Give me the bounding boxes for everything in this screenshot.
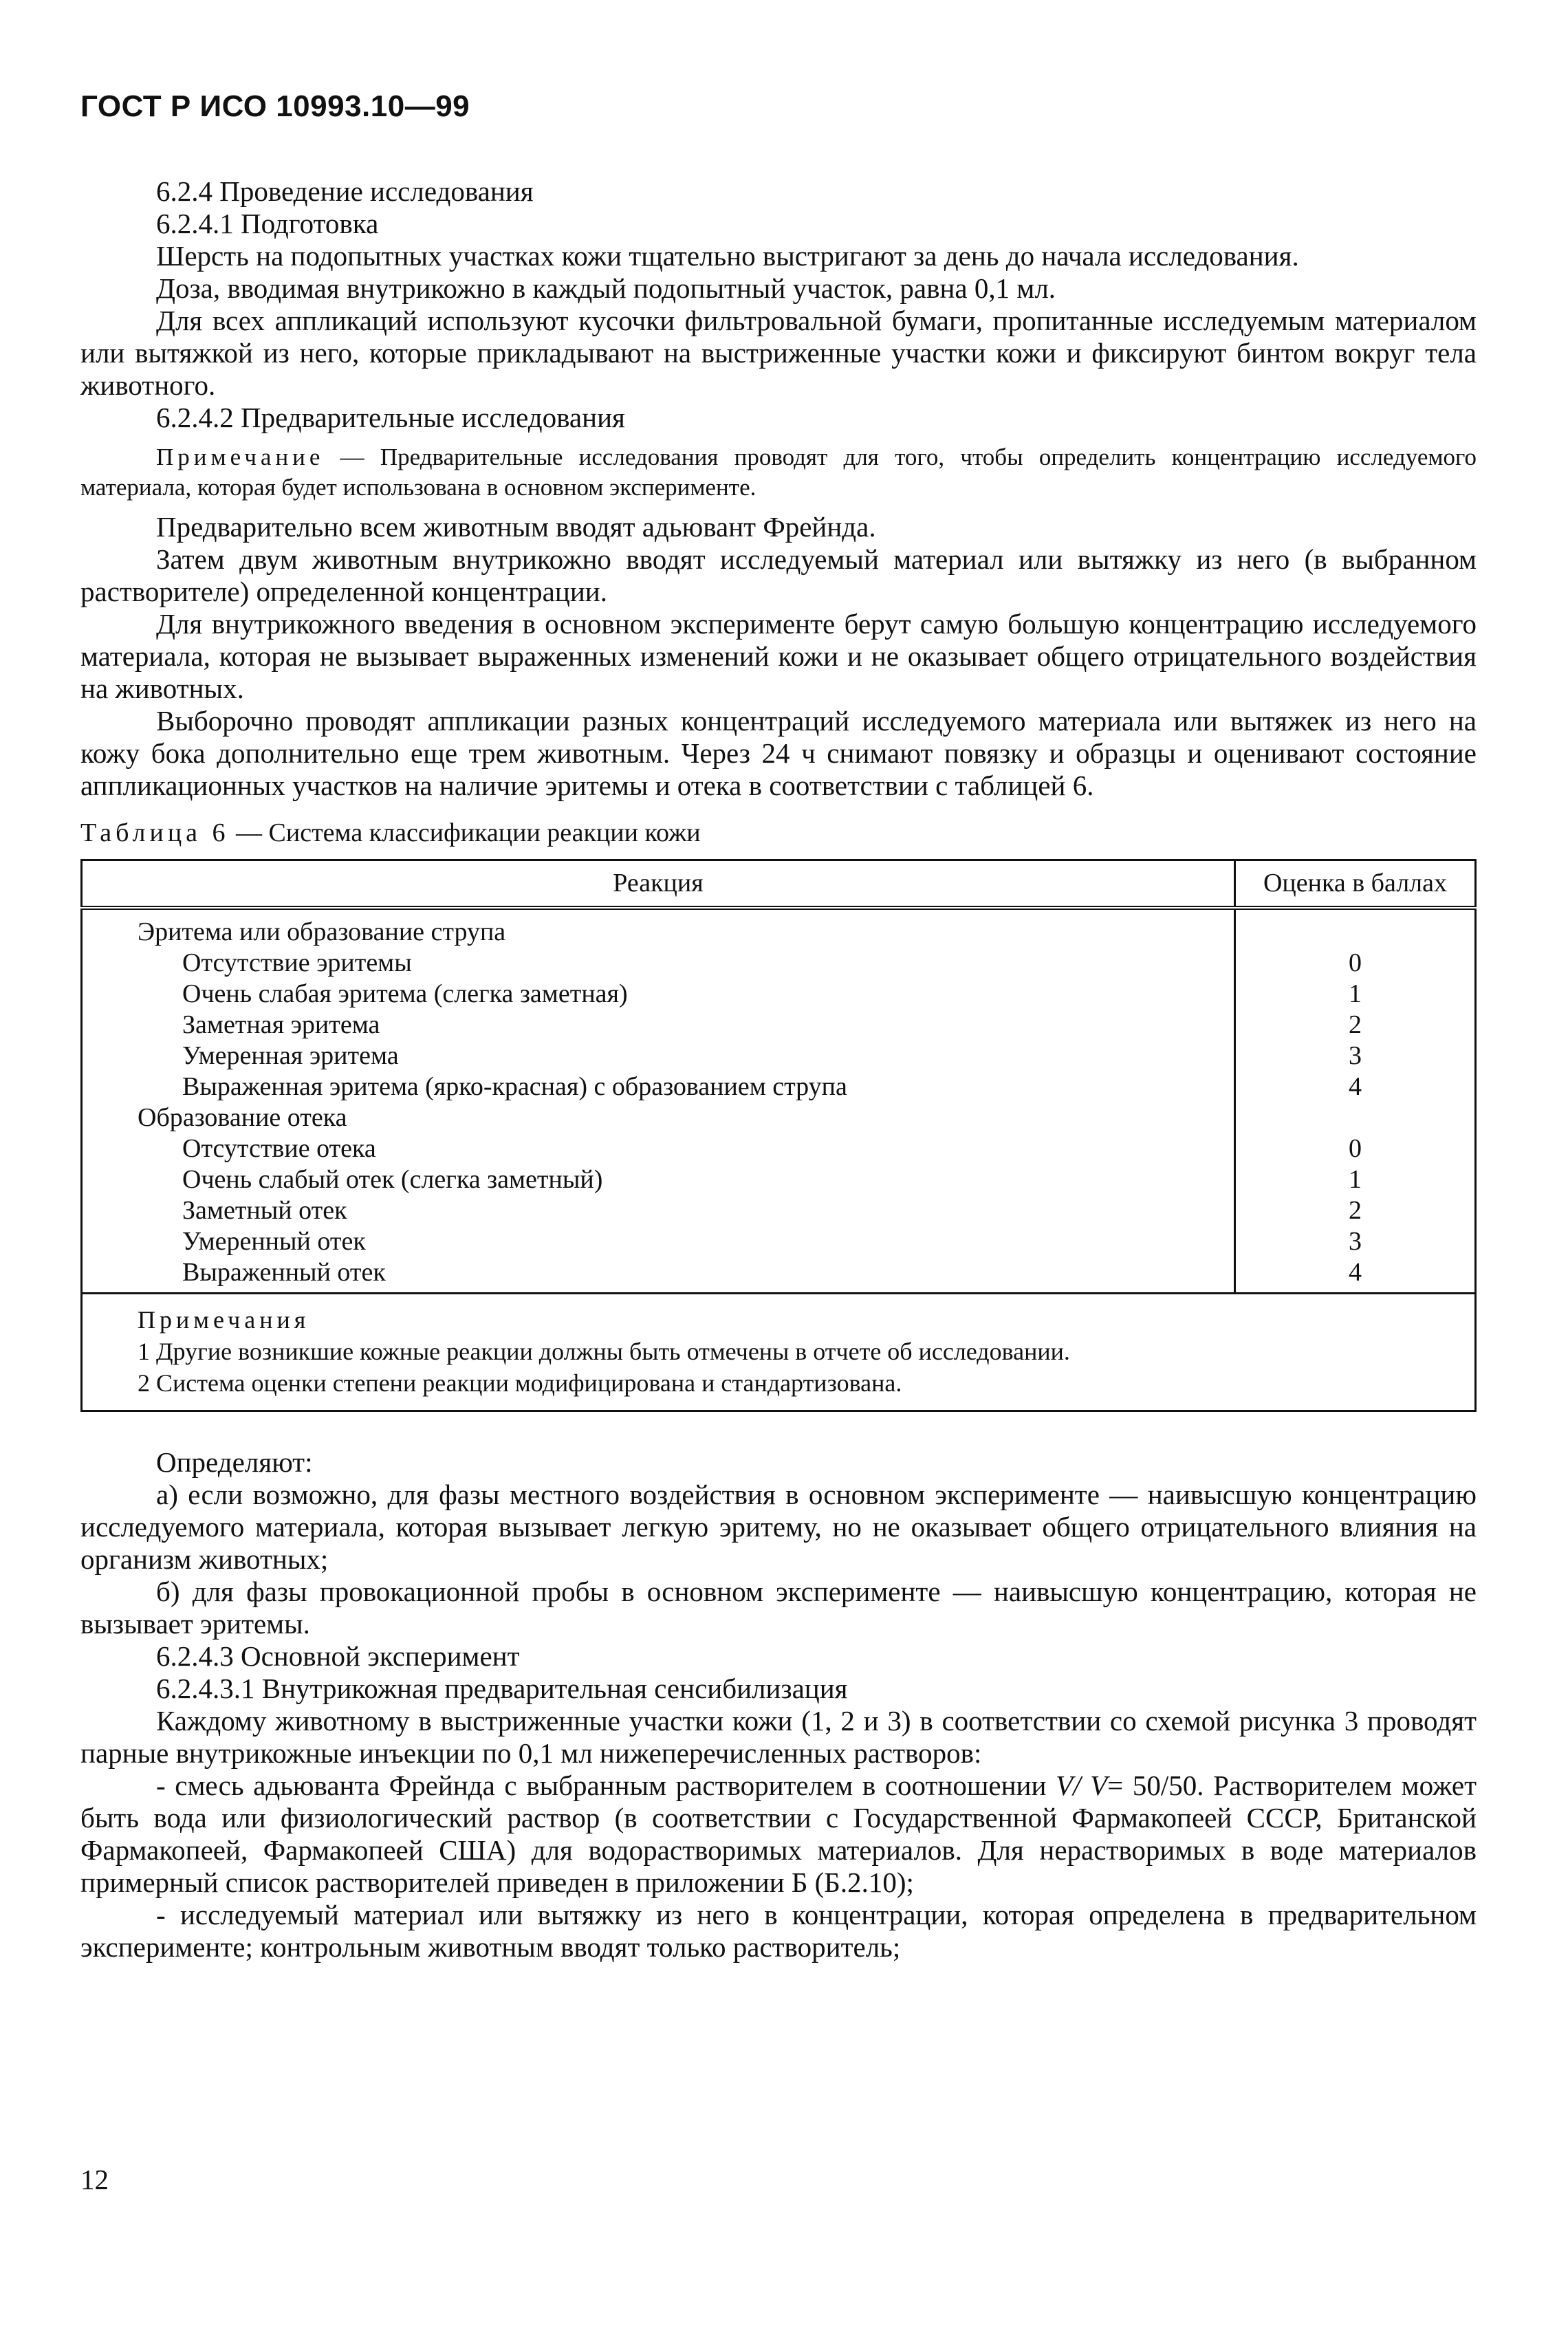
score-column [1235,908,1476,1294]
ratio-symbol: V/ V [1056,1770,1108,1801]
table-notes [82,1294,1476,1411]
reaction-column [82,908,1235,1294]
section-heading: 6.2.4.3 Основной эксперимент [156,1640,520,1672]
score-value: 2 [1349,1196,1362,1225]
table-note: 2 Система оценки степени реакции модифицирована и стандартизована. [138,1369,902,1397]
paragraph: Определяют: [156,1446,313,1478]
paragraph: Предварительно всем животным вводят адьювант Фрейнда. [156,511,876,543]
document-header: ГОСТ Р ИСО 10993.10—99 [80,89,470,123]
note [80,442,1477,503]
score-value: 2 [1349,1010,1362,1039]
page-number: 12 [80,2164,109,2195]
score-value: 4 [1349,1258,1362,1287]
score-value: 3 [1349,1041,1362,1070]
notes-title: Примечания [138,1306,310,1334]
paragraph-part: - смесь адьюванта Фрейнда с выбранным растворителем в соотношении [156,1770,1056,1801]
table-notes-row [82,1294,1476,1411]
reaction-item: Эритема или образование струпа [138,917,506,946]
paragraph [80,1770,1477,1899]
section-heading: 6.2.4.1 Подготовка [156,208,379,239]
note-label: Примечание [156,444,325,470]
table-body-row [82,908,1476,1294]
section-heading: 6.2.4.2 Предварительные исследования [156,402,625,433]
reaction-item: Отсутствие отека [182,1134,376,1163]
paragraph: Для внутрикожного введения в основном эксперименте берут самую большую концентрацию исследуемого материала, которая не вызывает выраженных изменений кожи и не оказывает общего отрицательного воздействия на животных. [80,608,1477,704]
score-value: 3 [1349,1227,1362,1256]
skin-reaction-table [80,859,1477,1412]
paragraph: Каждому животному в выстриженные участки кожи (1, 2 и 3) в соответствии со схемой рисунка 3 проводят парные внутрикожные инъекции по 0,1 мл нижеперечисленных растворов: [80,1705,1477,1769]
score-value: 0 [1349,1134,1362,1163]
score-value [1236,917,1474,948]
paragraph: Выборочно проводят аппликации разных концентраций исследуемого материала или вытяжек из него на кожу бока дополнительно еще трем животным. Через 24 ч снимают повязку и образцы и оценивают состояние аппликационных участков на наличие эритемы и отека в соответствии с таблицей 6. [80,705,1477,801]
reaction-item: Заметная эритема [182,1010,380,1039]
paragraph: Затем двум животным внутрикожно вводят исследуемый материал или вытяжку из него (в выбранном растворителе) определенной концентрации. [80,543,1477,607]
reaction-item: Очень слабый отек (слегка заметный) [182,1165,603,1194]
table-caption-label: Таблица 6 [80,818,230,847]
score-value: 1 [1349,1165,1362,1194]
section-heading: 6.2.4.3.1 Внутрикожная предварительная сенсибилизация [156,1673,848,1704]
reaction-item: Образование отека [138,1103,347,1132]
paragraph-part: = 50/50. Растворителем может быть вода или физиологический раствор (в соответствии с Государственной Фармакопеей СССР, Британской Фармакопеей, Фармакопеей США) для водорастворимых материалов. Для нерастворимых в воде материалов примерный список растворителей приведен в приложении Б (Б.2.10); [80,1770,1477,1898]
column-header-reaction: Реакция [82,860,1235,909]
reaction-item: Выраженная эритема (ярко-красная) с образованием струпа [182,1072,847,1101]
score-value: 1 [1349,979,1362,1008]
table-note: 1 Другие возникшие кожные реакции должны быть отмечены в отчете об исследовании. [138,1338,1070,1365]
score-value: 4 [1349,1072,1362,1101]
paragraph: б) для фазы провокационной пробы в основном эксперименте — наивысшую концентрацию, которая не вызывает эритемы. [80,1576,1477,1640]
reaction-item: Выраженный отек [182,1258,386,1287]
score-value [1236,1102,1474,1133]
note-text: — Предварительные исследования проводят для того, чтобы определить концентрацию исследуемого материала, которая будет использована в основном эксперименте. [80,444,1477,501]
table-caption-text: — Система классификации реакции кожи [229,818,701,847]
reaction-item: Умеренная эритема [182,1041,399,1070]
paragraph: - исследуемый материал или вытяжку из него в концентрации, которая определена в предварительном эксперименте; контрольным животным вводят только растворитель; [80,1899,1477,1963]
reaction-item: Заметный отек [182,1196,347,1225]
paragraph: Доза, вводимая внутрикожно в каждый подопытный участок, равна 0,1 мл. [156,272,1056,304]
paragraph: Шерсть на подопытных участках кожи тщательно выстригают за день до начала исследования. [156,240,1299,272]
paragraph: а) если возможно, для фазы местного воздействия в основном эксперименте — наивысшую концентрацию исследуемого материала, которая вызывает легкую эритему, но не оказывает общего отрицательного влияния на организм животных; [80,1479,1477,1575]
table-header-row [82,860,1476,909]
paragraph: Для всех аппликаций используют кусочки фильтровальной бумаги, пропитанные исследуемым материалом или вытяжкой из него, которые прикладывают на выстриженные участки кожи и фиксируют бинтом вокруг тела животного. [80,305,1477,401]
section-heading: 6.2.4 Проведение исследования [156,175,534,207]
table-caption [80,817,1477,849]
reaction-item: Очень слабая эритема (слегка заметная) [182,979,628,1008]
reaction-item: Умеренный отек [182,1227,366,1256]
document-body [80,175,1477,1963]
reaction-item: Отсутствие эритемы [182,948,412,977]
score-value: 0 [1349,948,1362,977]
column-header-score: Оценка в баллах [1235,860,1476,909]
